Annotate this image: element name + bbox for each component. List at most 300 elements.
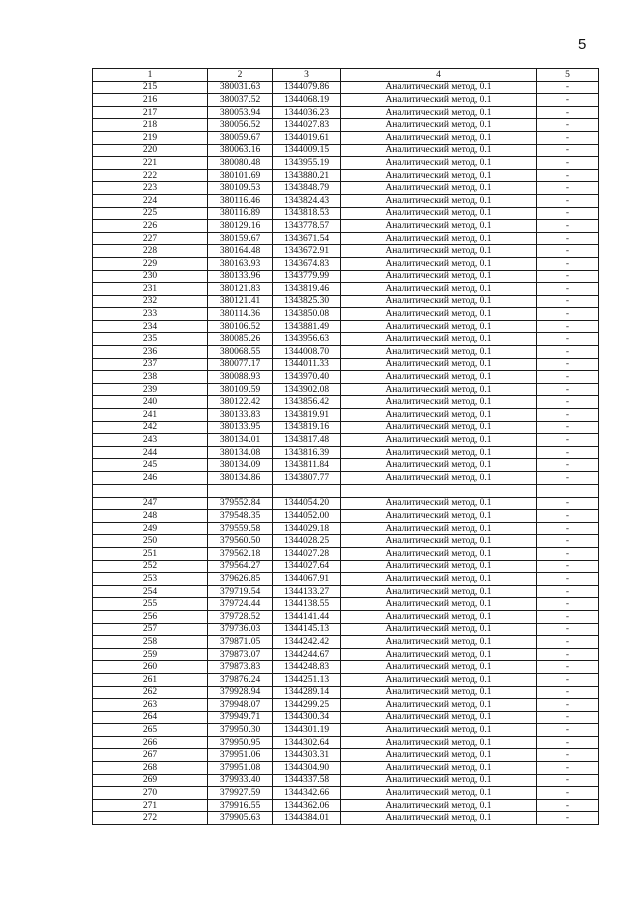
table-row — [93, 510, 599, 523]
point-number-cell: 228 — [93, 245, 208, 258]
table-row — [93, 585, 599, 598]
x-coordinate-cell: 379736.03 — [208, 623, 273, 636]
point-number-cell: 243 — [93, 434, 208, 447]
table-row — [93, 535, 599, 548]
table-row — [93, 636, 599, 649]
method-cell: Аналитический метод, 0.1 — [341, 623, 537, 636]
y-coordinate-cell: 1343956.63 — [273, 333, 341, 346]
point-number-cell: 257 — [93, 623, 208, 636]
y-coordinate-cell: 1343816.39 — [273, 446, 341, 459]
point-number-cell: 258 — [93, 636, 208, 649]
method-cell: Аналитический метод, 0.1 — [341, 510, 537, 523]
point-number-cell: 220 — [93, 144, 208, 157]
table-row — [93, 396, 599, 409]
method-cell: Аналитический метод, 0.1 — [341, 673, 537, 686]
method-cell: Аналитический метод, 0.1 — [341, 573, 537, 586]
accuracy-cell: - — [537, 547, 599, 560]
x-coordinate-cell: 379724.44 — [208, 598, 273, 611]
accuracy-cell: - — [537, 194, 599, 207]
table-row — [93, 787, 599, 800]
table-row — [93, 320, 599, 333]
y-coordinate-cell: 1343819.46 — [273, 283, 341, 296]
point-number-cell: 234 — [93, 320, 208, 333]
y-coordinate-cell: 1343881.49 — [273, 320, 341, 333]
point-number-cell: 237 — [93, 358, 208, 371]
x-coordinate-cell: 380133.96 — [208, 270, 273, 283]
point-number-cell: 239 — [93, 383, 208, 396]
accuracy-cell: - — [537, 560, 599, 573]
table-row — [93, 560, 599, 573]
table-row — [93, 144, 599, 157]
accuracy-cell: - — [537, 207, 599, 220]
y-coordinate-cell: 1343955.19 — [273, 157, 341, 170]
y-coordinate-cell: 1344008.70 — [273, 346, 341, 359]
point-number-cell: 222 — [93, 169, 208, 182]
point-number-cell: 247 — [93, 497, 208, 510]
x-coordinate-cell: 379951.06 — [208, 749, 273, 762]
y-coordinate-cell: 1343825.30 — [273, 295, 341, 308]
table-row — [93, 283, 599, 296]
x-coordinate-cell: 379927.59 — [208, 787, 273, 800]
method-cell: Аналитический метод, 0.1 — [341, 232, 537, 245]
x-coordinate-cell: 379933.40 — [208, 774, 273, 787]
point-number-cell: 249 — [93, 522, 208, 535]
y-coordinate-cell: 1344303.31 — [273, 749, 341, 762]
y-coordinate-cell: 1344302.64 — [273, 736, 341, 749]
table-row — [93, 434, 599, 447]
accuracy-cell: - — [537, 724, 599, 737]
accuracy-cell: - — [537, 636, 599, 649]
accuracy-cell: - — [537, 320, 599, 333]
table-row — [93, 270, 599, 283]
x-coordinate-cell: 380053.94 — [208, 106, 273, 119]
point-number-cell: 251 — [93, 547, 208, 560]
table-body — [93, 81, 599, 824]
method-cell: Аналитический метод, 0.1 — [341, 270, 537, 283]
table-row — [93, 295, 599, 308]
table-row — [93, 207, 599, 220]
method-cell: Аналитический метод, 0.1 — [341, 106, 537, 119]
table-row — [93, 169, 599, 182]
header-cell-2: 2 — [208, 69, 273, 82]
point-number-cell: 263 — [93, 699, 208, 712]
accuracy-cell: - — [537, 182, 599, 195]
y-coordinate-cell: 1344248.83 — [273, 661, 341, 674]
x-coordinate-cell: 379948.07 — [208, 699, 273, 712]
x-coordinate-cell: 379871.05 — [208, 636, 273, 649]
y-coordinate-cell: 1344029.18 — [273, 522, 341, 535]
point-number-cell: 219 — [93, 131, 208, 144]
x-coordinate-cell: 379905.63 — [208, 812, 273, 825]
table-row — [93, 749, 599, 762]
table-row — [93, 182, 599, 195]
accuracy-cell: - — [537, 812, 599, 825]
header-cell-5: 5 — [537, 69, 599, 82]
y-coordinate-cell: 1343856.42 — [273, 396, 341, 409]
x-coordinate-cell: 379728.52 — [208, 610, 273, 623]
accuracy-cell: - — [537, 446, 599, 459]
accuracy-cell: - — [537, 699, 599, 712]
x-coordinate-cell: 380106.52 — [208, 320, 273, 333]
x-coordinate-cell: 379548.35 — [208, 510, 273, 523]
separator-row — [93, 484, 599, 497]
y-coordinate-cell: 1344009.15 — [273, 144, 341, 157]
accuracy-cell: - — [537, 409, 599, 422]
point-number-cell: 216 — [93, 94, 208, 107]
header-cell-4: 4 — [341, 69, 537, 82]
y-coordinate-cell: 1344145.13 — [273, 623, 341, 636]
method-cell: Аналитический метод, 0.1 — [341, 459, 537, 472]
x-coordinate-cell: 380164.48 — [208, 245, 273, 258]
method-cell: Аналитический метод, 0.1 — [341, 144, 537, 157]
y-coordinate-cell: 1343779.99 — [273, 270, 341, 283]
table-row — [93, 358, 599, 371]
method-cell: Аналитический метод, 0.1 — [341, 131, 537, 144]
accuracy-cell: - — [537, 661, 599, 674]
accuracy-cell: - — [537, 610, 599, 623]
point-number-cell: 235 — [93, 333, 208, 346]
y-coordinate-cell: 1343807.77 — [273, 472, 341, 485]
accuracy-cell: - — [537, 497, 599, 510]
table-row — [93, 547, 599, 560]
page-number: 5 — [578, 36, 587, 53]
point-number-cell: 231 — [93, 283, 208, 296]
x-coordinate-cell: 379928.94 — [208, 686, 273, 699]
method-cell: Аналитический метод, 0.1 — [341, 522, 537, 535]
x-coordinate-cell: 380159.67 — [208, 232, 273, 245]
table-row — [93, 472, 599, 485]
x-coordinate-cell: 380133.95 — [208, 421, 273, 434]
method-cell: Аналитический метод, 0.1 — [341, 383, 537, 396]
y-coordinate-cell: 1344251.13 — [273, 673, 341, 686]
point-number-cell: 248 — [93, 510, 208, 523]
point-number-cell: 217 — [93, 106, 208, 119]
y-coordinate-cell: 1343848.79 — [273, 182, 341, 195]
method-cell: Аналитический метод, 0.1 — [341, 812, 537, 825]
point-number-cell: 224 — [93, 194, 208, 207]
point-number-cell: 230 — [93, 270, 208, 283]
x-coordinate-cell: 379560.50 — [208, 535, 273, 548]
method-cell: Аналитический метод, 0.1 — [341, 799, 537, 812]
x-coordinate-cell: 379719.54 — [208, 585, 273, 598]
y-coordinate-cell: 1343902.08 — [273, 383, 341, 396]
method-cell: Аналитический метод, 0.1 — [341, 711, 537, 724]
y-coordinate-cell: 1344068.19 — [273, 94, 341, 107]
table-row — [93, 686, 599, 699]
accuracy-cell: - — [537, 623, 599, 636]
point-number-cell: 225 — [93, 207, 208, 220]
method-cell: Аналитический метод, 0.1 — [341, 283, 537, 296]
x-coordinate-cell: 379552.84 — [208, 497, 273, 510]
x-coordinate-cell: 379559.58 — [208, 522, 273, 535]
y-coordinate-cell: 1344244.67 — [273, 648, 341, 661]
accuracy-cell: - — [537, 220, 599, 233]
method-cell: Аналитический метод, 0.1 — [341, 535, 537, 548]
empty-cell — [208, 484, 273, 497]
accuracy-cell: - — [537, 510, 599, 523]
table-row — [93, 257, 599, 270]
point-number-cell: 227 — [93, 232, 208, 245]
accuracy-cell: - — [537, 459, 599, 472]
method-cell: Аналитический метод, 0.1 — [341, 169, 537, 182]
point-number-cell: 270 — [93, 787, 208, 800]
accuracy-cell: - — [537, 358, 599, 371]
method-cell: Аналитический метод, 0.1 — [341, 207, 537, 220]
y-coordinate-cell: 1344067.91 — [273, 573, 341, 586]
x-coordinate-cell: 380109.53 — [208, 182, 273, 195]
y-coordinate-cell: 1344052.00 — [273, 510, 341, 523]
method-cell: Аналитический метод, 0.1 — [341, 194, 537, 207]
y-coordinate-cell: 1344304.90 — [273, 762, 341, 775]
table-row — [93, 383, 599, 396]
method-cell: Аналитический метод, 0.1 — [341, 686, 537, 699]
accuracy-cell: - — [537, 232, 599, 245]
x-coordinate-cell: 380063.16 — [208, 144, 273, 157]
x-coordinate-cell: 380037.52 — [208, 94, 273, 107]
method-cell: Аналитический метод, 0.1 — [341, 636, 537, 649]
method-cell: Аналитический метод, 0.1 — [341, 409, 537, 422]
accuracy-cell: - — [537, 573, 599, 586]
method-cell: Аналитический метод, 0.1 — [341, 371, 537, 384]
method-cell: Аналитический метод, 0.1 — [341, 333, 537, 346]
x-coordinate-cell: 380134.86 — [208, 472, 273, 485]
x-coordinate-cell: 380129.16 — [208, 220, 273, 233]
x-coordinate-cell: 380059.67 — [208, 131, 273, 144]
point-number-cell: 241 — [93, 409, 208, 422]
method-cell: Аналитический метод, 0.1 — [341, 724, 537, 737]
method-cell: Аналитический метод, 0.1 — [341, 220, 537, 233]
accuracy-cell: - — [537, 736, 599, 749]
table-row — [93, 598, 599, 611]
table-row — [93, 131, 599, 144]
method-cell: Аналитический метод, 0.1 — [341, 774, 537, 787]
y-coordinate-cell: 1343672.91 — [273, 245, 341, 258]
accuracy-cell: - — [537, 131, 599, 144]
table-row — [93, 220, 599, 233]
accuracy-cell: - — [537, 522, 599, 535]
accuracy-cell: - — [537, 585, 599, 598]
method-cell: Аналитический метод, 0.1 — [341, 119, 537, 132]
y-coordinate-cell: 1343818.53 — [273, 207, 341, 220]
accuracy-cell: - — [537, 774, 599, 787]
point-number-cell: 264 — [93, 711, 208, 724]
method-cell: Аналитический метод, 0.1 — [341, 157, 537, 170]
table-row — [93, 333, 599, 346]
x-coordinate-cell: 380088.93 — [208, 371, 273, 384]
accuracy-cell: - — [537, 383, 599, 396]
accuracy-cell: - — [537, 169, 599, 182]
point-number-cell: 259 — [93, 648, 208, 661]
method-cell: Аналитический метод, 0.1 — [341, 762, 537, 775]
point-number-cell: 260 — [93, 661, 208, 674]
accuracy-cell: - — [537, 157, 599, 170]
y-coordinate-cell: 1344036.23 — [273, 106, 341, 119]
point-number-cell: 215 — [93, 81, 208, 94]
y-coordinate-cell: 1344337.58 — [273, 774, 341, 787]
point-number-cell: 233 — [93, 308, 208, 321]
point-number-cell: 238 — [93, 371, 208, 384]
empty-cell — [93, 484, 208, 497]
method-cell: Аналитический метод, 0.1 — [341, 446, 537, 459]
y-coordinate-cell: 1344362.06 — [273, 799, 341, 812]
point-number-cell: 271 — [93, 799, 208, 812]
point-number-cell: 218 — [93, 119, 208, 132]
accuracy-cell: - — [537, 686, 599, 699]
method-cell: Аналитический метод, 0.1 — [341, 610, 537, 623]
x-coordinate-cell: 380085.26 — [208, 333, 273, 346]
point-number-cell: 253 — [93, 573, 208, 586]
x-coordinate-cell: 380109.59 — [208, 383, 273, 396]
table-row — [93, 94, 599, 107]
x-coordinate-cell: 380080.48 — [208, 157, 273, 170]
y-coordinate-cell: 1344141.44 — [273, 610, 341, 623]
point-number-cell: 250 — [93, 535, 208, 548]
table-row — [93, 497, 599, 510]
method-cell: Аналитический метод, 0.1 — [341, 358, 537, 371]
x-coordinate-cell: 380133.83 — [208, 409, 273, 422]
table-row — [93, 774, 599, 787]
table-row — [93, 711, 599, 724]
y-coordinate-cell: 1344028.25 — [273, 535, 341, 548]
accuracy-cell: - — [537, 245, 599, 258]
y-coordinate-cell: 1344289.14 — [273, 686, 341, 699]
point-number-cell: 252 — [93, 560, 208, 573]
accuracy-cell: - — [537, 333, 599, 346]
table-row — [93, 661, 599, 674]
method-cell: Аналитический метод, 0.1 — [341, 472, 537, 485]
method-cell: Аналитический метод, 0.1 — [341, 736, 537, 749]
table-row — [93, 623, 599, 636]
x-coordinate-cell: 380114.36 — [208, 308, 273, 321]
y-coordinate-cell: 1343778.57 — [273, 220, 341, 233]
x-coordinate-cell: 379876.24 — [208, 673, 273, 686]
accuracy-cell: - — [537, 257, 599, 270]
table-row — [93, 446, 599, 459]
method-cell: Аналитический метод, 0.1 — [341, 295, 537, 308]
x-coordinate-cell: 380121.83 — [208, 283, 273, 296]
empty-cell — [273, 484, 341, 497]
y-coordinate-cell: 1343819.16 — [273, 421, 341, 434]
method-cell: Аналитический метод, 0.1 — [341, 245, 537, 258]
table-row — [93, 157, 599, 170]
point-number-cell: 262 — [93, 686, 208, 699]
table-row — [93, 724, 599, 737]
accuracy-cell: - — [537, 396, 599, 409]
y-coordinate-cell: 1344054.20 — [273, 497, 341, 510]
point-number-cell: 246 — [93, 472, 208, 485]
empty-cell — [341, 484, 537, 497]
coordinates-table — [92, 68, 599, 825]
point-number-cell: 261 — [93, 673, 208, 686]
method-cell: Аналитический метод, 0.1 — [341, 308, 537, 321]
accuracy-cell: - — [537, 787, 599, 800]
point-number-cell: 268 — [93, 762, 208, 775]
y-coordinate-cell: 1343819.91 — [273, 409, 341, 422]
y-coordinate-cell: 1343970.40 — [273, 371, 341, 384]
method-cell: Аналитический метод, 0.1 — [341, 257, 537, 270]
x-coordinate-cell: 380077.17 — [208, 358, 273, 371]
method-cell: Аналитический метод, 0.1 — [341, 346, 537, 359]
x-coordinate-cell: 380056.52 — [208, 119, 273, 132]
y-coordinate-cell: 1344300.34 — [273, 711, 341, 724]
x-coordinate-cell: 379950.95 — [208, 736, 273, 749]
x-coordinate-cell: 380116.46 — [208, 194, 273, 207]
method-cell: Аналитический метод, 0.1 — [341, 661, 537, 674]
table-row — [93, 232, 599, 245]
point-number-cell: 229 — [93, 257, 208, 270]
y-coordinate-cell: 1343811.84 — [273, 459, 341, 472]
method-cell: Аналитический метод, 0.1 — [341, 699, 537, 712]
accuracy-cell: - — [537, 472, 599, 485]
x-coordinate-cell: 379951.08 — [208, 762, 273, 775]
accuracy-cell: - — [537, 711, 599, 724]
x-coordinate-cell: 379950.30 — [208, 724, 273, 737]
method-cell: Аналитический метод, 0.1 — [341, 396, 537, 409]
method-cell: Аналитический метод, 0.1 — [341, 497, 537, 510]
table-row — [93, 736, 599, 749]
accuracy-cell: - — [537, 673, 599, 686]
y-coordinate-cell: 1344242.42 — [273, 636, 341, 649]
x-coordinate-cell: 379873.83 — [208, 661, 273, 674]
header-cell-3: 3 — [273, 69, 341, 82]
method-cell: Аналитический метод, 0.1 — [341, 598, 537, 611]
y-coordinate-cell: 1344133.27 — [273, 585, 341, 598]
method-cell: Аналитический метод, 0.1 — [341, 182, 537, 195]
y-coordinate-cell: 1344384.01 — [273, 812, 341, 825]
y-coordinate-cell: 1344299.25 — [273, 699, 341, 712]
table-row — [93, 409, 599, 422]
x-coordinate-cell: 380121.41 — [208, 295, 273, 308]
x-coordinate-cell: 379626.85 — [208, 573, 273, 586]
point-number-cell: 240 — [93, 396, 208, 409]
point-number-cell: 245 — [93, 459, 208, 472]
table-row — [93, 421, 599, 434]
x-coordinate-cell: 380068.55 — [208, 346, 273, 359]
y-coordinate-cell: 1343824.43 — [273, 194, 341, 207]
method-cell: Аналитический метод, 0.1 — [341, 421, 537, 434]
y-coordinate-cell: 1343850.08 — [273, 308, 341, 321]
method-cell: Аналитический метод, 0.1 — [341, 749, 537, 762]
x-coordinate-cell: 380031.63 — [208, 81, 273, 94]
accuracy-cell: - — [537, 598, 599, 611]
method-cell: Аналитический метод, 0.1 — [341, 585, 537, 598]
point-number-cell: 223 — [93, 182, 208, 195]
y-coordinate-cell: 1344027.64 — [273, 560, 341, 573]
table-row — [93, 308, 599, 321]
y-coordinate-cell: 1344011.33 — [273, 358, 341, 371]
x-coordinate-cell: 380122.42 — [208, 396, 273, 409]
accuracy-cell: - — [537, 308, 599, 321]
accuracy-cell: - — [537, 799, 599, 812]
accuracy-cell: - — [537, 81, 599, 94]
method-cell: Аналитический метод, 0.1 — [341, 434, 537, 447]
method-cell: Аналитический метод, 0.1 — [341, 547, 537, 560]
table-row — [93, 648, 599, 661]
header-cell-1: 1 — [93, 69, 208, 82]
table-row — [93, 610, 599, 623]
table-row — [93, 799, 599, 812]
accuracy-cell: - — [537, 94, 599, 107]
accuracy-cell: - — [537, 421, 599, 434]
accuracy-cell: - — [537, 283, 599, 296]
y-coordinate-cell: 1344138.55 — [273, 598, 341, 611]
y-coordinate-cell: 1344027.83 — [273, 119, 341, 132]
point-number-cell: 255 — [93, 598, 208, 611]
x-coordinate-cell: 379564.27 — [208, 560, 273, 573]
y-coordinate-cell: 1344027.28 — [273, 547, 341, 560]
point-number-cell: 232 — [93, 295, 208, 308]
accuracy-cell: - — [537, 270, 599, 283]
